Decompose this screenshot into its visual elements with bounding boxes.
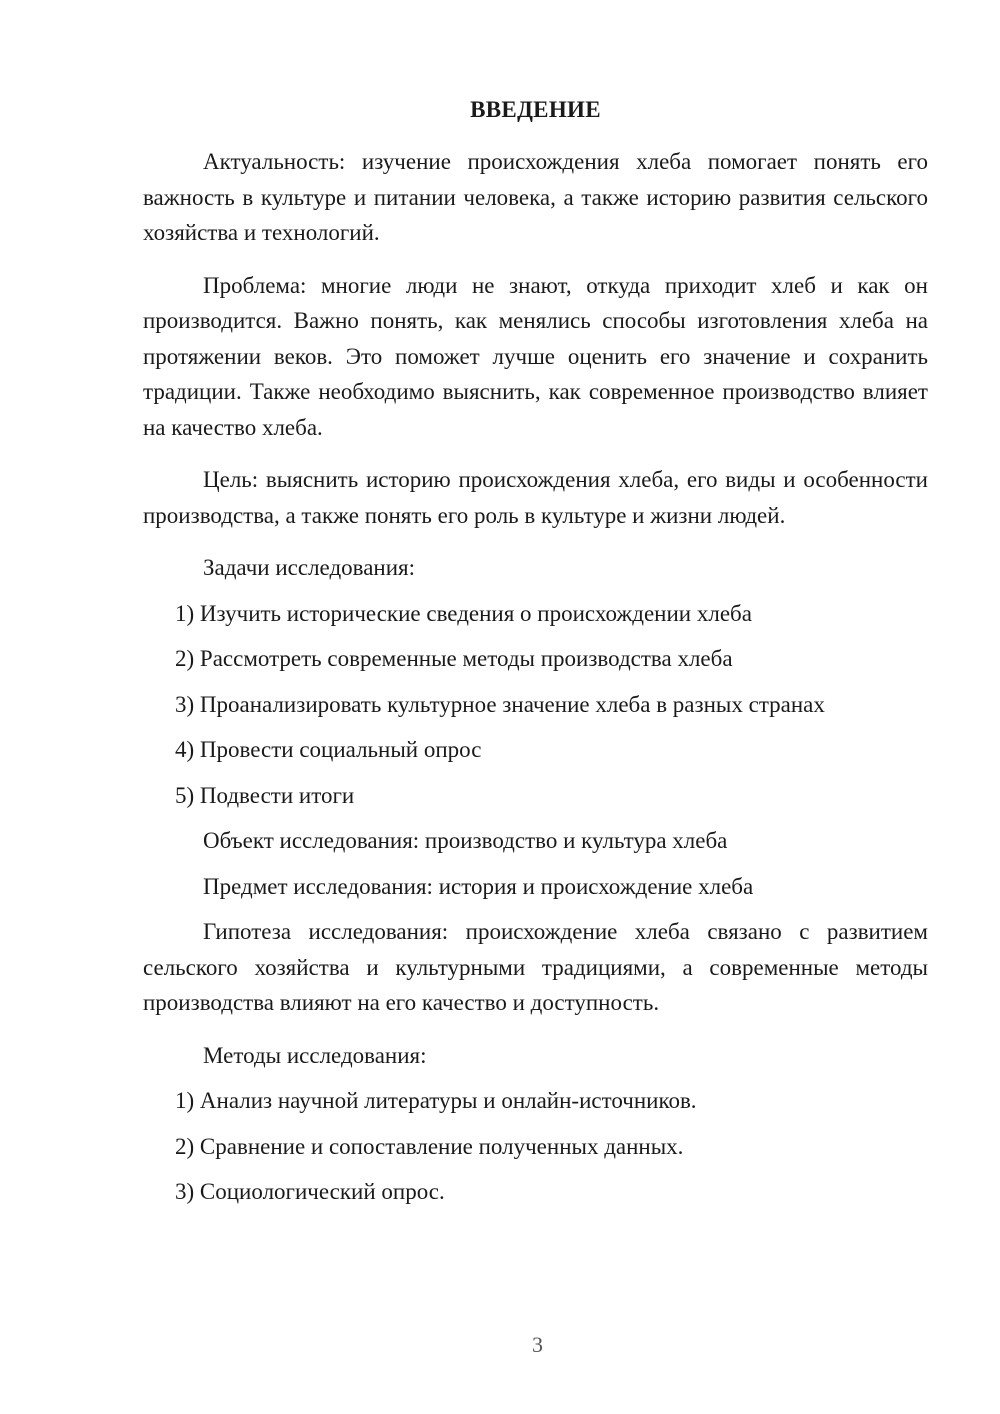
relevance-paragraph: Актуальность: изучение происхождения хлеба помогает понять его важность в культуре и питании человека, а также историю развития сельского хозяйства и технологий. — [143, 149, 928, 245]
page-content — [143, 92, 928, 1220]
method-item: 2) Сравнение и сопоставление полученных данных. — [175, 1133, 684, 1159]
method-item: 3) Социологический опрос. — [175, 1179, 445, 1204]
task-item: 5) Подвести итоги — [175, 782, 355, 808]
subject-paragraph: Предмет исследования: история и происхождение хлеба — [203, 873, 754, 899]
hypothesis-paragraph: Гипотеза исследования: происхождение хлеба связано с развитием сельского хозяйства и культурными традициями, а современные методы производства влияют на его качество и доступность. — [143, 919, 928, 1015]
page-number: 3 — [532, 1332, 543, 1357]
task-item: 1) Изучить исторические сведения о происхождении хлеба — [175, 600, 752, 626]
task-item: 2) Рассмотреть современные методы производства хлеба — [175, 646, 733, 671]
methods-title: Методы исследования: — [203, 1042, 427, 1068]
object-paragraph: Объект исследования: производство и культура хлеба — [203, 828, 728, 853]
goal-paragraph: Цель: выяснить историю происхождения хлеба, его виды и особенности производства, а также понять его роль в культуре и жизни людей. — [143, 467, 928, 528]
method-item: 1) Анализ научной литературы и онлайн-источников. — [175, 1088, 697, 1113]
section-heading: ВВЕДЕНИЕ — [470, 97, 601, 122]
task-item: 4) Провести социальный опрос — [175, 737, 482, 762]
tasks-title: Задачи исследования: — [203, 555, 416, 580]
problem-paragraph: Проблема: многие люди не знают, откуда приходит хлеб и как он производится. Важно понять, как менялись способы изготовления хлеба на протяжении веков. Это поможет лучше оценить его значение и сохранить традиции. Также необходимо выяснить, как современное производство влияет на качество хлеба. — [143, 272, 928, 440]
task-item: 3) Проанализировать культурное значение хлеба в разных странах — [175, 691, 825, 717]
